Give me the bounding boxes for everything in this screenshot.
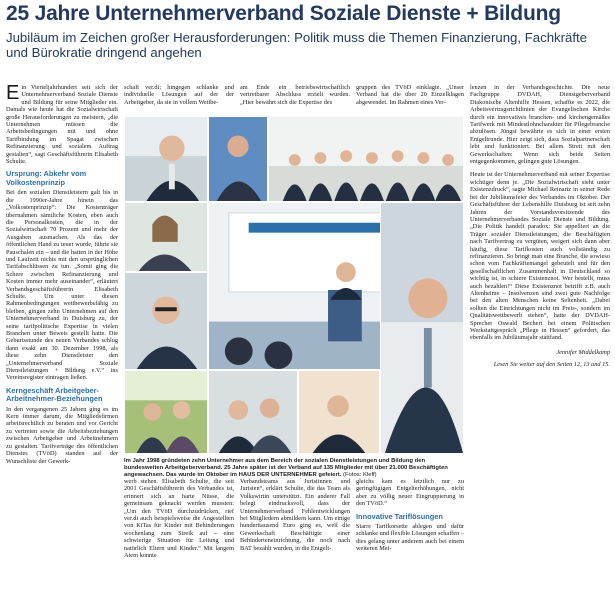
- photo-man-portrait-large: [380, 202, 464, 454]
- article-headline: 25 Jahre Unternehmerverband Soziale Dienste + Bildung: [6, 2, 561, 25]
- section-heading-origin: Ursprung: Abkehr vom Volkostenprinzip: [6, 169, 87, 187]
- photo-woman-talking: [124, 202, 208, 272]
- paragraph-today: Heute ist der Unternehmerverband mit seiner Expertise wichtiger denn je. „Die Sozialwirtschaft sieht unter Existenzdruck“, sagte Michael Reinartz in seiner Rede bei der Jubiläumsfeier des Verbandes im Oktober. Der Geschäftsführer der Lebenshilfe Duisburg ist seit zehn Jahren der Vorstandsvorsitzende des Unternehmerverbandes Soziale Dienste und Bildung. „Die Politik handelt paradox: Sie appelliert an die Träger sozialer Dienstleistungen, die Beschäftigten nach Tarifvertrag zu vergüten, weigert sich dann aber häufig, diese Tarifkosten auch vollständig zu refinanzieren. So bringt man eine Branche, die sowieso schon vom Fachkräftemangel gebeutelt und für den gesellschaftlichen Zusammenhalt in Deutschland so wichtig ist, in schiere Existenznot. Wer bestellt, muss auch bezahlen!“ Diese Existenznot betrifft z.B. auch Altenheime – Insolvenzen sind zwei gute Nachfolge bei den alten Menschen keine Seltenheit. „Dabei sollten die Einrichtungen nicht im Preis-, sondern im Qualitätswettbewerb stehen“, hatte der DVDAH-Sprecher Oswald Bechert bei einem Politischen Werkstattgespräch „Pflege in Hessen“ gefordert, das ebenfalls im Jubiläumsjahr stattfand.: [470, 171, 610, 342]
- photo-guests-middle: [208, 370, 298, 454]
- section-heading-core-business: Kerngeschäft Arbeitgeber-Arbeitnehmer-Beziehungen: [6, 385, 103, 404]
- continue-reading-note: Lesen Sie weiter auf den Seiten 12, 13 und 15.: [493, 361, 610, 369]
- column-4-bottom: [356, 478, 464, 596]
- author-signature: Jennifer Middelkamp: [556, 348, 610, 356]
- photo-speaker-smiling: [124, 116, 208, 202]
- drop-cap: E: [6, 84, 20, 104]
- caption-text: Im Jahr 1998 gründeten zehn Unternehmer aus dem Bereich der sozialen Dienstleistungen und Bildung den bundesweiten Arbeitgeberverband. 25 Jahre später ist der Verband auf 135 Mitglieder mit über 21.000 Beschäftigten angewachsen. Das wurde im Oktober im HAUS DER UNTERNEHMER gefeiert.: [124, 458, 448, 478]
- column-2-top: schaft ver.di; hingegen schlanke und individuelle Lösungen auf der der Arbeitgeber, da sie in vollem Wettbe-: [124, 84, 234, 106]
- intro-paragraph: Ein Vierteljahrhundert seit sich der Unternehmerverband Soziale Dienste und Bildung für seine Mitglieder ein. Damals wie heute hat die Sozialwirtschaft große Herausforderungen zu meistern, „die Unternehmen müssen die Arbeitsbedingungen mit und ohne Tarifbindung im Spagat zwischen Refinanzierung und sozialem Auftrag gestalten“, sagt Geschäftsführerin Elisabeth Schulte.: [6, 84, 118, 166]
- paragraph-core-business: In den vergangenen 25 Jahren ging es im Kern immer darum, die Mitgliedsfirmen arbeitsrechtlich zu beraten und vor Gericht zu vertreten sowie die Arbeitsbeziehungen zwischen Arbeitgeber und Arbeitnehmern zu gestalten. Tarifverträge des öffentlichen Dienstes (TVöD) standen auf der Wunschliste der Gewerk-: [6, 405, 118, 465]
- photo-group-portrait: [268, 116, 464, 202]
- photo-credit: (Fotos: Kleff): [343, 472, 377, 478]
- paragraph-settlement: gleichs kam es letztlich nur zu geringfügigen Entgelterhöhungen, nicht aber zu völlig neuer Eingruppierung in den TVöD.“: [356, 478, 464, 508]
- column-3-top: am Ende ein betriebswirtschaftlich vertretbarer Abschluss erzielt wurden. „Hier bewährt sich die Expertise des: [240, 84, 350, 106]
- column-3-bottom: Verbandsteams aus Juristinnen und Juristen“, erklärt Schulte, die das Team als Volkswirtin unterstützt. Ein anderer Fall belegt eindrucksvoll, dass der Unternehmerverband Fehlentwicklungen bei Mitgliedern abmildern kann. Um einige hunderttausend Euro ging es, weil die Gewerkschaft Beschäftigte einer Behinderteneinrichtung, die noch nach BAT bezahlt wurden, in die Entgelt-: [240, 478, 350, 552]
- photo-caption: [124, 458, 459, 479]
- section-heading-innovative: Innovative Tariflösungen: [356, 511, 443, 521]
- column-1: [6, 84, 118, 596]
- paragraph-origin: Bei den sozialen Dienstleistern galt bis in die 1990er-Jahre hinein das „Volkostenprinzip“: Die Kostenträger übernahmen sämtliche Kosten, eben auch die Personalkosten, die in der Sozialwirtschaft 70 Prozent und mehr der Ausgaben ausmachen. Als das der öffentlichen Hand zu teuer wurde, führte sie Pauschalen ein – und die hatten in der Höhe und Laufzeit nichts mit den ursprünglichen Tarifabschlüssen zu tun. „Somit ging die Schere zwischen Refinanzierung und Kosten immer mehr auseinander“, erläutert Verbandsgeschäftsführerin Elisabeth Schulte. Um unter diesen Rahmenbedingungen wettbewerbsfähig zu bleiben, gingen zehn Unternehmen auf den Unternehmerverband in Duisburg zu, der seine tarifpolitische Expertise in vielen Branchen unter Beweis gestellt hatte. Die Geburtsstunde des neuen Verbandes schlug dann exakt am 30. Dezember 1998, als diese zehn Dienstleister den „Unternehmerverband Soziale Dienstleistungen + Bildung e.V.“ ins Vereinsregister eintragen ließen.: [6, 189, 118, 382]
- paragraph-innovative: Starre Tarifkorsette ablegen und dafür schlanke und flexible Lösungen schaffen – dies gelang unter anderem auch bei einem weiteren Mei-: [356, 523, 464, 553]
- paragraph-innovation: lenzen in der Verbandsgeschichte. Die neue Fachgruppe DVDAH, Dienstgeberverband Diakonische Altenhilfe Hessen, schaffte es 2022, die Arbeitsvertragsrichtlinien der Evangelischen Kirche durch ein innovatives branchen- und kirchengemäßes Tarifwerk mit Mindestlohncharakter für Pflegebranche abzulösen. Jüngst bewährte es sich in einer ersten Entgeltrunde. Hier zeigt sich, dass Sozialpartnerschaft lebt und funktioniert. Bei allem Streit mit den Gewerkschaften: Wenn sich beide Seiten entgegenkommen, gelingen gute Lösungen.: [470, 84, 610, 166]
- photo-man-glasses: [124, 272, 208, 370]
- column-4-top: gruppen des TVöD einklagte. „Unser Verband hat die über 20 Einzelklagen abgewendet. Im Rahmen eines Ver-: [356, 84, 464, 106]
- article-subheadline: Jubiläum im Zeichen großer Herausforderungen: Politik muss die Themen Finanzierung, Fachkräfte und Bürokratie dringend angehen: [6, 30, 588, 60]
- photo-guests-left: [124, 370, 208, 454]
- column-5: [470, 84, 610, 596]
- photo-guests-right: [298, 370, 380, 454]
- photo-audience-blue: [208, 116, 268, 202]
- column-2-bottom: werb stehen. Elisabeth Schulte, die seit 2001 Geschäftsführerin des Verbandes ist, erinnert sich an harte Nüsse, die gemeinsam geknackt werden mussten: „Um den TVöD durchzudrücken, rief ver.di auch beispielsweise die Angestellten von KiTas für Kinder mit Behinderungen wochenlang zum Streik auf – eine schwierige Situation für Leitung und natürlich Eltern und Kinder.“ Mit langem Atem konnte: [124, 478, 234, 560]
